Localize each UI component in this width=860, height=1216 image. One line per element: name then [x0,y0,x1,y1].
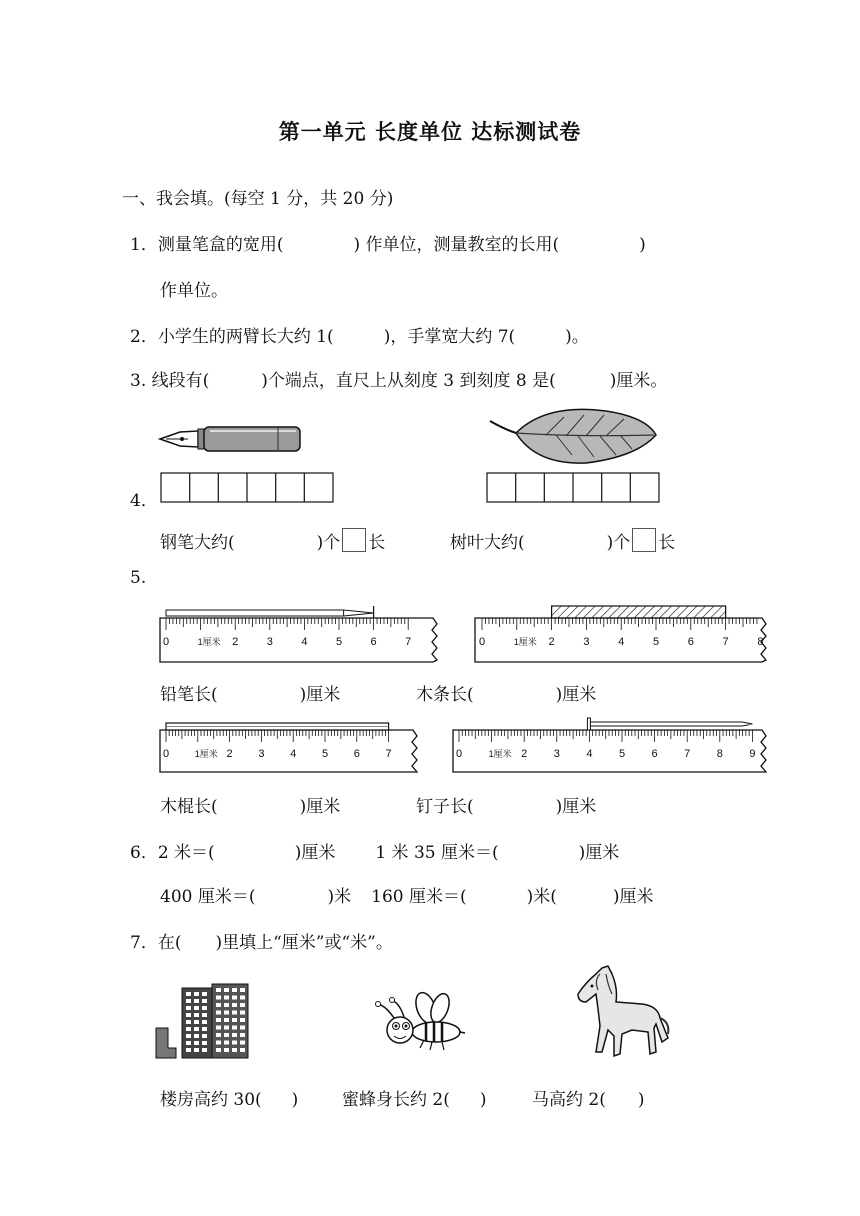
window [186,1013,191,1017]
question-text: )厘米 [612,887,654,907]
window [194,1034,199,1038]
question-text: 木棍长( [160,797,218,817]
window [232,1011,237,1015]
ruler-tick-label: 8 [716,748,723,760]
window [232,1033,237,1037]
question-text: )厘米 [555,685,597,705]
window [240,1048,245,1052]
window [194,992,199,996]
window [186,999,191,1003]
question-number: 7． [130,933,158,953]
wood-strip-shape [552,606,726,618]
wood-stick-length [160,792,340,817]
ruler-tick-label: 1厘米 [513,637,537,647]
question-text: )厘米 [555,797,597,817]
question-text: )厘米。 [609,371,668,391]
question-text: )。 [565,327,589,347]
question-text: )米 [327,887,352,907]
page-title: 第一单元 长度单位 达标测试卷 [278,120,582,144]
ruler-tick-label: 3 [258,748,265,760]
question-text: 3. 线段有( [130,371,210,391]
window [202,1041,207,1045]
ruler-pencil [159,580,441,664]
window [202,1034,207,1038]
bee-length [342,1085,487,1110]
ruler-tick-label: 5 [321,748,329,760]
window [224,1003,229,1007]
question-text: 小学生的两臂长大约 1( [157,327,334,347]
question-text: )，手掌宽大约 7( [383,327,516,347]
window [240,996,245,1000]
pen-measuring-boxes [160,472,336,504]
ruler-tick-label: 0 [162,636,170,648]
window [186,1020,191,1024]
window [224,988,229,992]
question-text: )厘米 [299,685,341,705]
question-text: )个 [316,533,341,553]
window [216,988,221,992]
window [216,1018,221,1022]
ruler-tick-label: 5 [618,748,626,760]
window [240,1003,245,1007]
window [232,996,237,1000]
ruler-tick-label: 4 [586,748,593,760]
window [216,1048,221,1052]
question-text: )厘米 [299,797,341,817]
question-number: 6． [130,843,158,863]
window [202,1027,207,1031]
window [186,1041,191,1045]
window [216,1041,221,1045]
pencil-shape [166,610,374,616]
ruler-tick-label: 0 [455,748,463,760]
window [202,999,207,1003]
wood-strip-length [416,680,596,705]
ruler-tick-label: 0 [162,748,170,760]
window [216,1003,221,1007]
ruler-tick-label: 8 [757,636,764,648]
question-number: 2． [130,327,158,347]
question-1 [130,230,646,255]
window [216,1011,221,1015]
window [186,1034,191,1038]
ruler-tick-label: 2 [226,748,233,760]
ruler-tick-label: 6 [687,636,694,648]
question-text: 马高约 2( [532,1090,606,1110]
window [232,1003,237,1007]
question-4-number: 4． [130,491,158,511]
question-3 [130,366,667,391]
question-text: 木条长( [416,685,474,705]
question-text: 测量笔盒的宽用( [157,235,284,255]
nail-shape [590,722,752,726]
window [216,1026,221,1030]
window [194,1020,199,1024]
window [232,1041,237,1045]
question-text: ) [637,1090,645,1110]
ruler-wood-strip [474,574,770,664]
ruler-tick-label: 1厘米 [194,749,218,759]
window [240,1033,245,1037]
question-text: ) [479,1090,487,1110]
window [240,1018,245,1022]
window [194,1027,199,1031]
window [202,1020,207,1024]
question-text: )厘米 [294,843,336,863]
window [240,988,245,992]
question-4-leaf [450,528,675,553]
question-text: 400 厘米＝( [160,887,256,907]
question-number: 1． [130,235,158,255]
ruler-tick-label: 2 [548,636,555,648]
question-text: 楼房高约 30( [160,1090,262,1110]
question-1-continued: 作单位。 [160,281,228,301]
window [202,1013,207,1017]
window [224,1041,229,1045]
ruler-tick-label: 4 [618,636,625,648]
question-text: ) [639,235,646,255]
horse-illustration [572,964,672,1062]
question-text: 钢笔大约( [160,533,235,553]
unit-box-icon [632,528,656,552]
ruler-tick-label: 7 [405,636,412,648]
window [186,1027,191,1031]
window [224,1011,229,1015]
window [224,1033,229,1037]
window [216,996,221,1000]
ruler-tick-label: 3 [583,636,590,648]
ruler-wood-stick [159,720,421,774]
building-illustration [154,982,250,1062]
question-text: )个 [606,533,631,553]
question-5-number: 5. [130,568,147,588]
ruler-tick-label: 5 [335,636,343,648]
window [194,1013,199,1017]
window [232,1026,237,1030]
question-text: ) [291,1090,299,1110]
question-text: 钉子长( [416,797,474,817]
ruler-tick-label: 2 [521,748,528,760]
ruler-tick-label: 9 [749,748,756,760]
fountain-pen-illustration [158,418,308,458]
ruler-tick-label: 7 [722,636,729,648]
ruler-tick-label: 7 [684,748,691,760]
window [240,1026,245,1030]
bee-illustration [370,990,466,1052]
nail-length [416,792,596,817]
window [224,996,229,1000]
ruler-tick-label: 0 [478,636,486,648]
question-text: 铅笔长( [160,685,218,705]
ruler-tick-label: 6 [370,636,377,648]
question-text: )米( [526,887,557,907]
ruler-tick-label: 1厘米 [488,749,512,759]
window [194,1048,199,1052]
ruler-nail [452,716,770,774]
pencil-length [160,680,340,705]
question-7 [130,928,393,953]
ruler-tick-label: 3 [553,748,560,760]
ruler-tick-label: 3 [266,636,273,648]
question-text: 2 米＝( [157,843,215,863]
ruler-tick-label: 7 [385,748,392,760]
window [216,1033,221,1037]
window [224,1018,229,1022]
window [186,1048,191,1052]
question-text: 蜜蜂身长约 2( [342,1090,450,1110]
question-text: )厘米 [578,843,620,863]
ruler-tick-label: 4 [290,748,297,760]
window [202,1006,207,1010]
window [186,992,191,996]
ruler-tick-label: 6 [651,748,658,760]
window [224,1048,229,1052]
window [232,988,237,992]
question-text: 树叶大约( [450,533,525,553]
question-text: 1 米 35 厘米＝( [375,843,499,863]
window [194,999,199,1003]
window [240,1041,245,1045]
window [194,1041,199,1045]
question-6-line-2 [160,882,654,907]
question-text: )个端点，直尺上从刻度 3 到刻度 8 是( [261,371,556,391]
leaf-illustration [486,407,662,469]
ruler-tick-label: 5 [652,636,660,648]
ruler-tick-label: 4 [301,636,308,648]
window [202,1048,207,1052]
question-text: ) 作单位，测量教室的长用( [353,235,560,255]
question-text: 160 厘米＝( [371,887,467,907]
window [202,992,207,996]
window [240,1011,245,1015]
horse-height [532,1085,645,1110]
window [224,1026,229,1030]
section-heading: 一、我会填。(每空 1 分，共 20 分) [122,189,394,209]
unit-box-icon [342,528,366,552]
window [194,1006,199,1010]
leaf-measuring-boxes [486,472,662,504]
ruler-tick-label: 6 [353,748,360,760]
question-text: 在( )里填上“厘米”或“米”。 [157,933,393,953]
window [186,1006,191,1010]
ruler-tick-label: 1厘米 [197,637,221,647]
question-4-pen [160,528,385,553]
window [232,1048,237,1052]
window [232,1018,237,1022]
question-6-line-1 [130,838,619,863]
question-text: 长 [368,533,386,553]
ruler-tick-label: 2 [232,636,239,648]
question-2 [130,322,589,347]
building-height [160,1085,298,1110]
question-text: 长 [658,533,676,553]
